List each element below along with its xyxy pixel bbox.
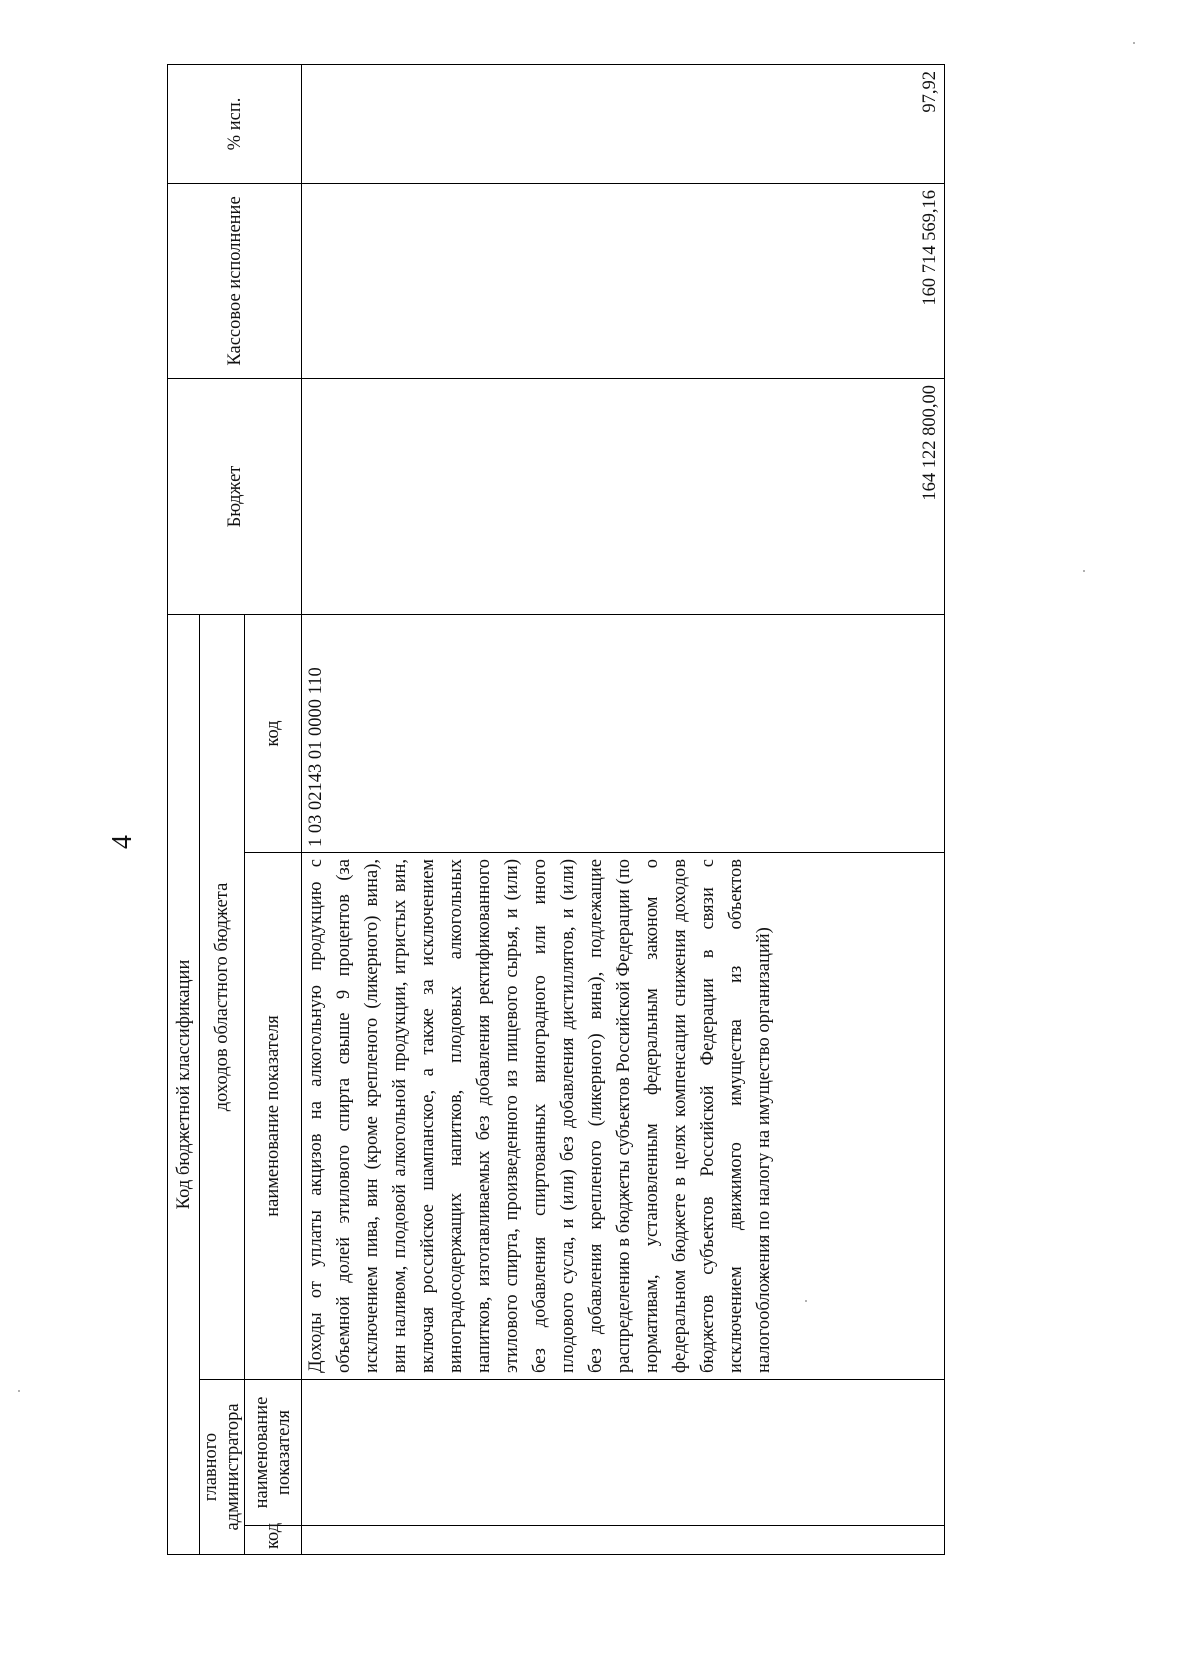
table-row (302, 64, 945, 1554)
cell-revenue-code: 1 03 02143 01 0000 110 (302, 614, 945, 852)
cell-revenue-name: Доходы от уплаты акцизов на алкогольную продукцию с объемной долей этилового спирта свыше 9 процентов (за исключением пива, вин (кроме крепленого (ликерного) вина), вин наливом, плодовой алкогольной продукции, игристых вин, включая российское шампанское, а также за исключением виноградосодержащих напитков, плодовых алкогольных напитков, изготавливаемых без добавления ректификованного этилового спирта, произведенного из пищевого сырья, и (или) без добавления спиртованных виноградного или иного плодового сусла, и (или) без добавления дистиллятов, и (или) без добавления крепленого (ликерного) вина), подлежащие распределению в бюджеты субъектов Российской Федерации (по нормативам, установленным федеральным законом о федеральном бюджете в целях компенсации снижения доходов бюджетов субъектов Российской Федерации в связи с исключением движимого имущества из объектов налогообложения по налогу на имущество организаций) (302, 853, 945, 1380)
header-admin-name: наименование показателя (245, 1380, 302, 1526)
page-number: 4 (107, 835, 138, 849)
budget-revenue-table (167, 64, 945, 1555)
cell-cash-execution: 160 714 569,16 (302, 183, 945, 378)
cell-admin-name (302, 1380, 945, 1526)
cell-budget: 164 122 800,00 (302, 378, 945, 614)
scan-speck (18, 1390, 20, 1392)
header-budget: Бюджет (168, 378, 302, 614)
cell-percent: 97,92 (302, 64, 945, 183)
scan-speck (1083, 570, 1085, 572)
header-main-administrator: главного администратора (200, 1380, 245, 1555)
header-classification-code: Код бюджетной классификации (168, 614, 200, 1554)
cell-admin-code (302, 1526, 945, 1555)
header-cash-execution: Кассовое исполнение (168, 183, 302, 378)
header-revenue-name: наименование показателя (245, 853, 302, 1380)
header-percent: % исп. (168, 64, 302, 183)
header-regional-revenue: доходов областного бюджета (200, 614, 245, 1379)
scan-speck (1133, 42, 1135, 44)
header-admin-code: код (245, 1526, 302, 1555)
header-revenue-code: код (245, 614, 302, 852)
rotated-table-sheet (167, 65, 945, 1555)
